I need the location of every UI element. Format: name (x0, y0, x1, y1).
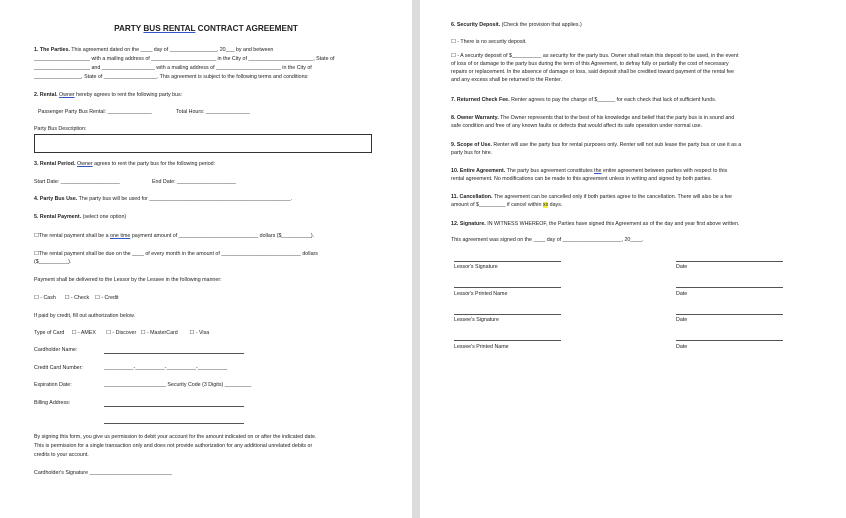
entire-agreement-2: rental agreement. No modifications can be made to this agreement unless in writing and signed by both parties. (451, 176, 712, 182)
returned-check-clause: 7. Returned Check Fee. Renter agrees to pay the charge of $______ for each check that lack of sufficient funds. (451, 97, 717, 103)
date-label: Date (676, 344, 688, 350)
lessee-signature-line[interactable] (454, 314, 561, 315)
payment-methods[interactable]: ☐ - Cash ☐ - Check ☐ - Credit (34, 295, 119, 301)
billing-address-label: Billing Address: (34, 400, 71, 406)
lessee-signature-label: Lessee's Signature (454, 317, 499, 323)
period-heading: 3. Rental Period. Owner agrees to rent the party bus for the following period: (34, 161, 216, 167)
document-title: PARTY BUS RENTAL CONTRACT AGREEMENT (114, 24, 298, 33)
description-label: Party Bus Description: (34, 126, 87, 132)
deposit-none-option[interactable]: ☐ - There is no security deposit. (451, 39, 527, 45)
parties-line-3: ___________________ and __________________ with a mailing address of ______________________ in the City of (34, 65, 312, 71)
lessor-signature-label: Lessor's Signature (454, 264, 498, 270)
parties-line-4: ________________, State of __________________. This agreement is subject to the following terms and conditions: (34, 74, 309, 80)
deposit-amount-option[interactable]: ☐ - A security deposit of $__________ as security for the party bus. Owner shall retain this deposit to be used, in the event (451, 53, 739, 59)
expiration-field[interactable]: _____________________ Security Code (3 Digits) _________ (104, 382, 252, 388)
bus-use-line: 4. Party Bus Use. The party bus will be used for ________________________________________________. (34, 196, 293, 202)
deposit-text-3: repairs or replacement. In the absence of damage or loss, said deposit shall be credited toward payment of the rental fee (451, 69, 734, 75)
contract-page-1 (0, 0, 412, 518)
cardholder-signature[interactable]: Cardholder's Signature ____________________________ (34, 470, 172, 476)
payment-manner: Payment shall be delivered to the Lessor by the Lessee in the following manner: (34, 277, 222, 283)
lessee-printed-name-label: Lessee's Printed Name (454, 344, 509, 350)
payment-heading: 5. Rental Payment. (select one option) (34, 214, 127, 220)
cardholder-name-line[interactable] (104, 353, 244, 354)
lessor-printed-date-line[interactable] (676, 287, 783, 288)
lessor-signature-date-line[interactable] (676, 261, 783, 262)
entire-agreement-1: 10. Entire Agreement. The party bus agreement constitutes the entire agreement between parties with respect to this (451, 168, 728, 174)
payment-option-monthly-amount: ($__________). (34, 259, 72, 265)
cancel-days-value[interactable]: xx (542, 202, 549, 208)
cancellation-1: 11. Cancellation. The agreement can be cancelled only if both parties agree to the cancellation. There will also be a fee (451, 194, 733, 200)
cardholder-name-label: Cardholder Name: (34, 347, 78, 353)
signed-on-line: This agreement was signed on the ____ day of ____________________, 20____. (451, 237, 644, 243)
scope-clause-1: 9. Scope of Use. Renter will use the party bus for rental purposes only. Renter will not sub lease the party bus or use it as a (451, 142, 742, 148)
date-label: Date (676, 291, 688, 297)
total-hours-field[interactable]: Total Hours: _______________ (176, 109, 250, 115)
cancellation-2: amount of $_________ if cancel within xx days. (451, 202, 563, 208)
lessor-printed-name-line[interactable] (454, 287, 561, 288)
signature-heading: 12. Signature. IN WITNESS WHEREOF, the Parties have signed this Agreement as of the day and year first above written. (451, 221, 740, 227)
expiration-label: Expiration Date: (34, 382, 72, 388)
credit-note: If paid by credit, fill out authorization below. (34, 313, 135, 319)
deposit-text-4: and any excess shall be returned to the Renter. (451, 77, 563, 83)
passenger-field[interactable]: Passenger Party Bus Rental: _______________ (38, 109, 152, 115)
card-number-label: Credit Card Number: (34, 365, 83, 371)
date-label: Date (676, 317, 688, 323)
authorization-line-1: By signing this form, you give us permission to debit your account for the amount indicated on or after the indicated date. (34, 434, 317, 440)
payment-option-monthly[interactable]: ☐The rental payment shall be due on the ____ of every month in the amount of ___________________________ dollars (34, 251, 318, 257)
parties-line-1: 1. The Parties. This agreement dated on the ____ day of ________________, 20___ by and between (34, 47, 274, 53)
parties-line-2: ___________________ with a mailing address of ______________________ in the City of ______________________, State of (34, 56, 335, 62)
card-type-options[interactable]: Type of Card ☐ - AMEX ☐ - Discover ☐ - MasterCard ☐ - Visa (34, 330, 210, 336)
deposit-heading: 6. Security Deposit. (Check the provision that applies.) (451, 22, 582, 28)
deposit-text-2: of loss of or damage to the party bus during the term of this Agreement, to defray fully or partially the cost of necessary (451, 61, 729, 67)
billing-address-line-2[interactable] (104, 423, 244, 424)
lessee-printed-date-line[interactable] (676, 340, 783, 341)
payment-option-one-time[interactable]: ☐The rental payment shall be a one time payment amount of ___________________________ dollars ($__________). (34, 233, 315, 239)
lessor-printed-name-label: Lessor's Printed Name (454, 291, 508, 297)
billing-address-line-1[interactable] (104, 406, 244, 407)
card-number-field[interactable]: __________-__________-__________-__________ (104, 365, 228, 371)
description-box[interactable] (34, 134, 372, 153)
date-label: Date (676, 264, 688, 270)
lessor-signature-line[interactable] (454, 261, 561, 262)
lessee-printed-name-line[interactable] (454, 340, 561, 341)
warranty-clause-2: safe condition and free of any known faults or defects that would affect its safe operation under normal use. (451, 123, 703, 129)
contract-page-2 (420, 0, 846, 518)
scope-clause-2: party bus for hire. (451, 150, 493, 156)
lessee-signature-date-line[interactable] (676, 314, 783, 315)
rental-heading: 2. Rental. Owner hereby agrees to rent the following party bus: (34, 92, 183, 98)
start-date-field[interactable]: Start Date: ____________________ (34, 179, 120, 185)
end-date-field[interactable]: End Date: ____________________ (152, 179, 236, 185)
authorization-line-2: This is permission for a single transaction only and does not provide authorization for any additional unrelated debits or (34, 443, 313, 449)
warranty-clause-1: 8. Owner Warranty. The Owner represents that to the best of his knowledge and belief that the party bus is in sound and (451, 115, 735, 121)
authorization-line-3: credits to your account. (34, 452, 89, 458)
